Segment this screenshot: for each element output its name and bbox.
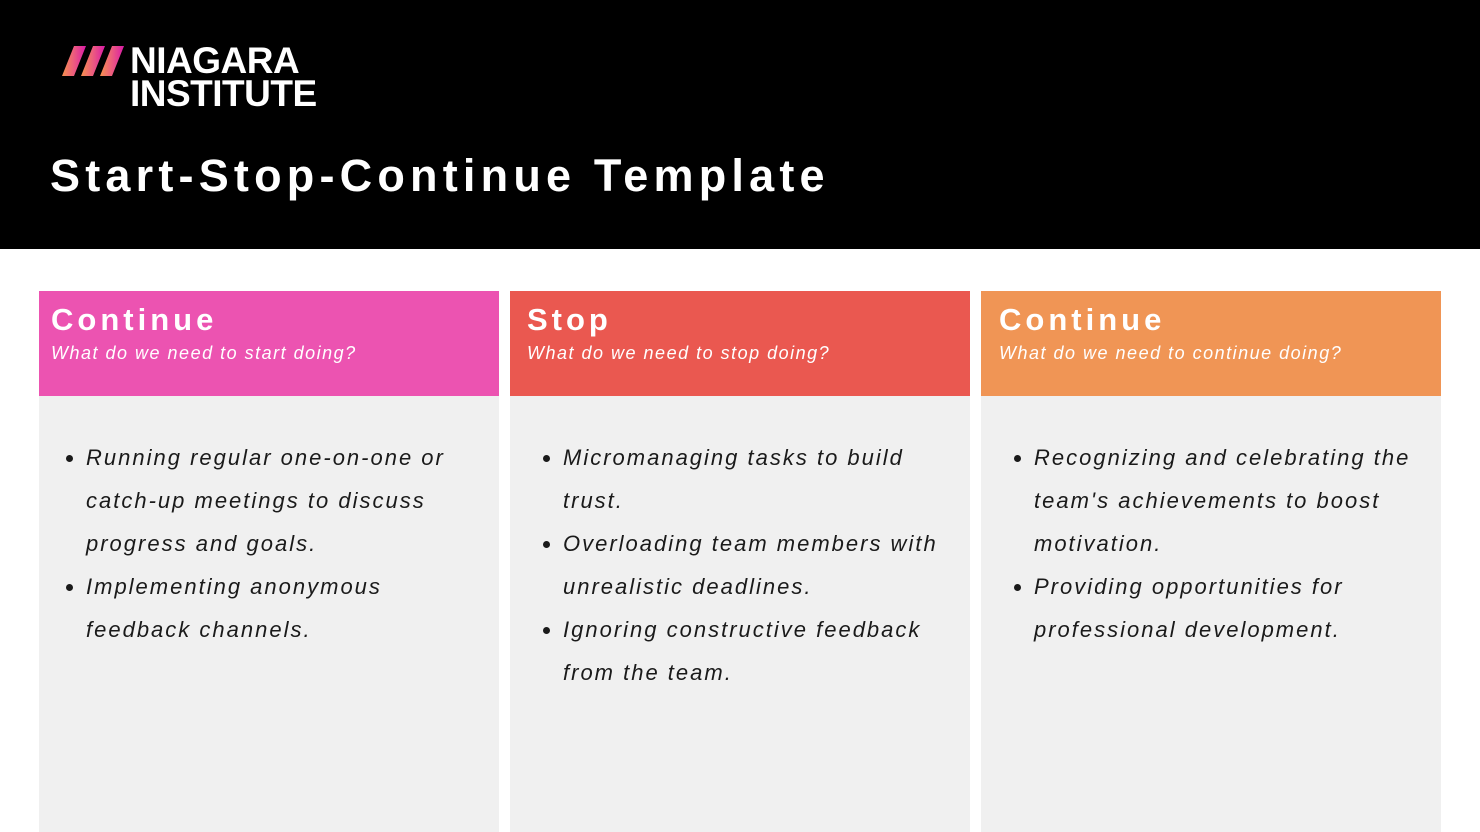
- brand-line-2: INSTITUTE: [130, 73, 317, 114]
- list-item: Recognizing and celebrating the team's achievements to boost motivation.: [1034, 436, 1421, 565]
- column-title: Continue: [51, 302, 218, 337]
- page-title: Start-Stop-Continue Template: [50, 150, 830, 201]
- brand-line-1: NIAGARA: [130, 40, 300, 81]
- column-start: [39, 291, 499, 832]
- header-banner: [0, 0, 1480, 249]
- list-item: Providing opportunities for professional development.: [1034, 565, 1421, 651]
- column-header: [981, 291, 1441, 396]
- bullet-list: [981, 396, 1441, 651]
- bullet-list: [39, 396, 499, 651]
- column-header: [39, 291, 499, 396]
- column-body: [510, 396, 970, 694]
- column-title: Stop: [527, 302, 612, 337]
- column-subtitle: What do we need to stop doing?: [527, 343, 831, 363]
- column-stop: [510, 291, 970, 832]
- list-item: Ignoring constructive feedback from the team.: [563, 608, 950, 694]
- brand-wordmark: [130, 40, 317, 114]
- column-subtitle: What do we need to continue doing?: [999, 343, 1343, 363]
- brand-logo: [62, 40, 342, 114]
- logo-stripes-icon: [62, 46, 126, 78]
- column-title: Continue: [999, 302, 1166, 337]
- column-body: [39, 396, 499, 651]
- list-item: Micromanaging tasks to build trust.: [563, 436, 950, 522]
- column-continue: [981, 291, 1441, 832]
- list-item: Running regular one-on-one or catch-up meetings to discuss progress and goals.: [86, 436, 479, 565]
- column-subtitle: What do we need to start doing?: [51, 343, 357, 363]
- list-item: Implementing anonymous feedback channels.: [86, 565, 479, 651]
- list-item: Overloading team members with unrealistic deadlines.: [563, 522, 950, 608]
- bullet-list: [510, 396, 970, 694]
- column-header: [510, 291, 970, 396]
- column-body: [981, 396, 1441, 651]
